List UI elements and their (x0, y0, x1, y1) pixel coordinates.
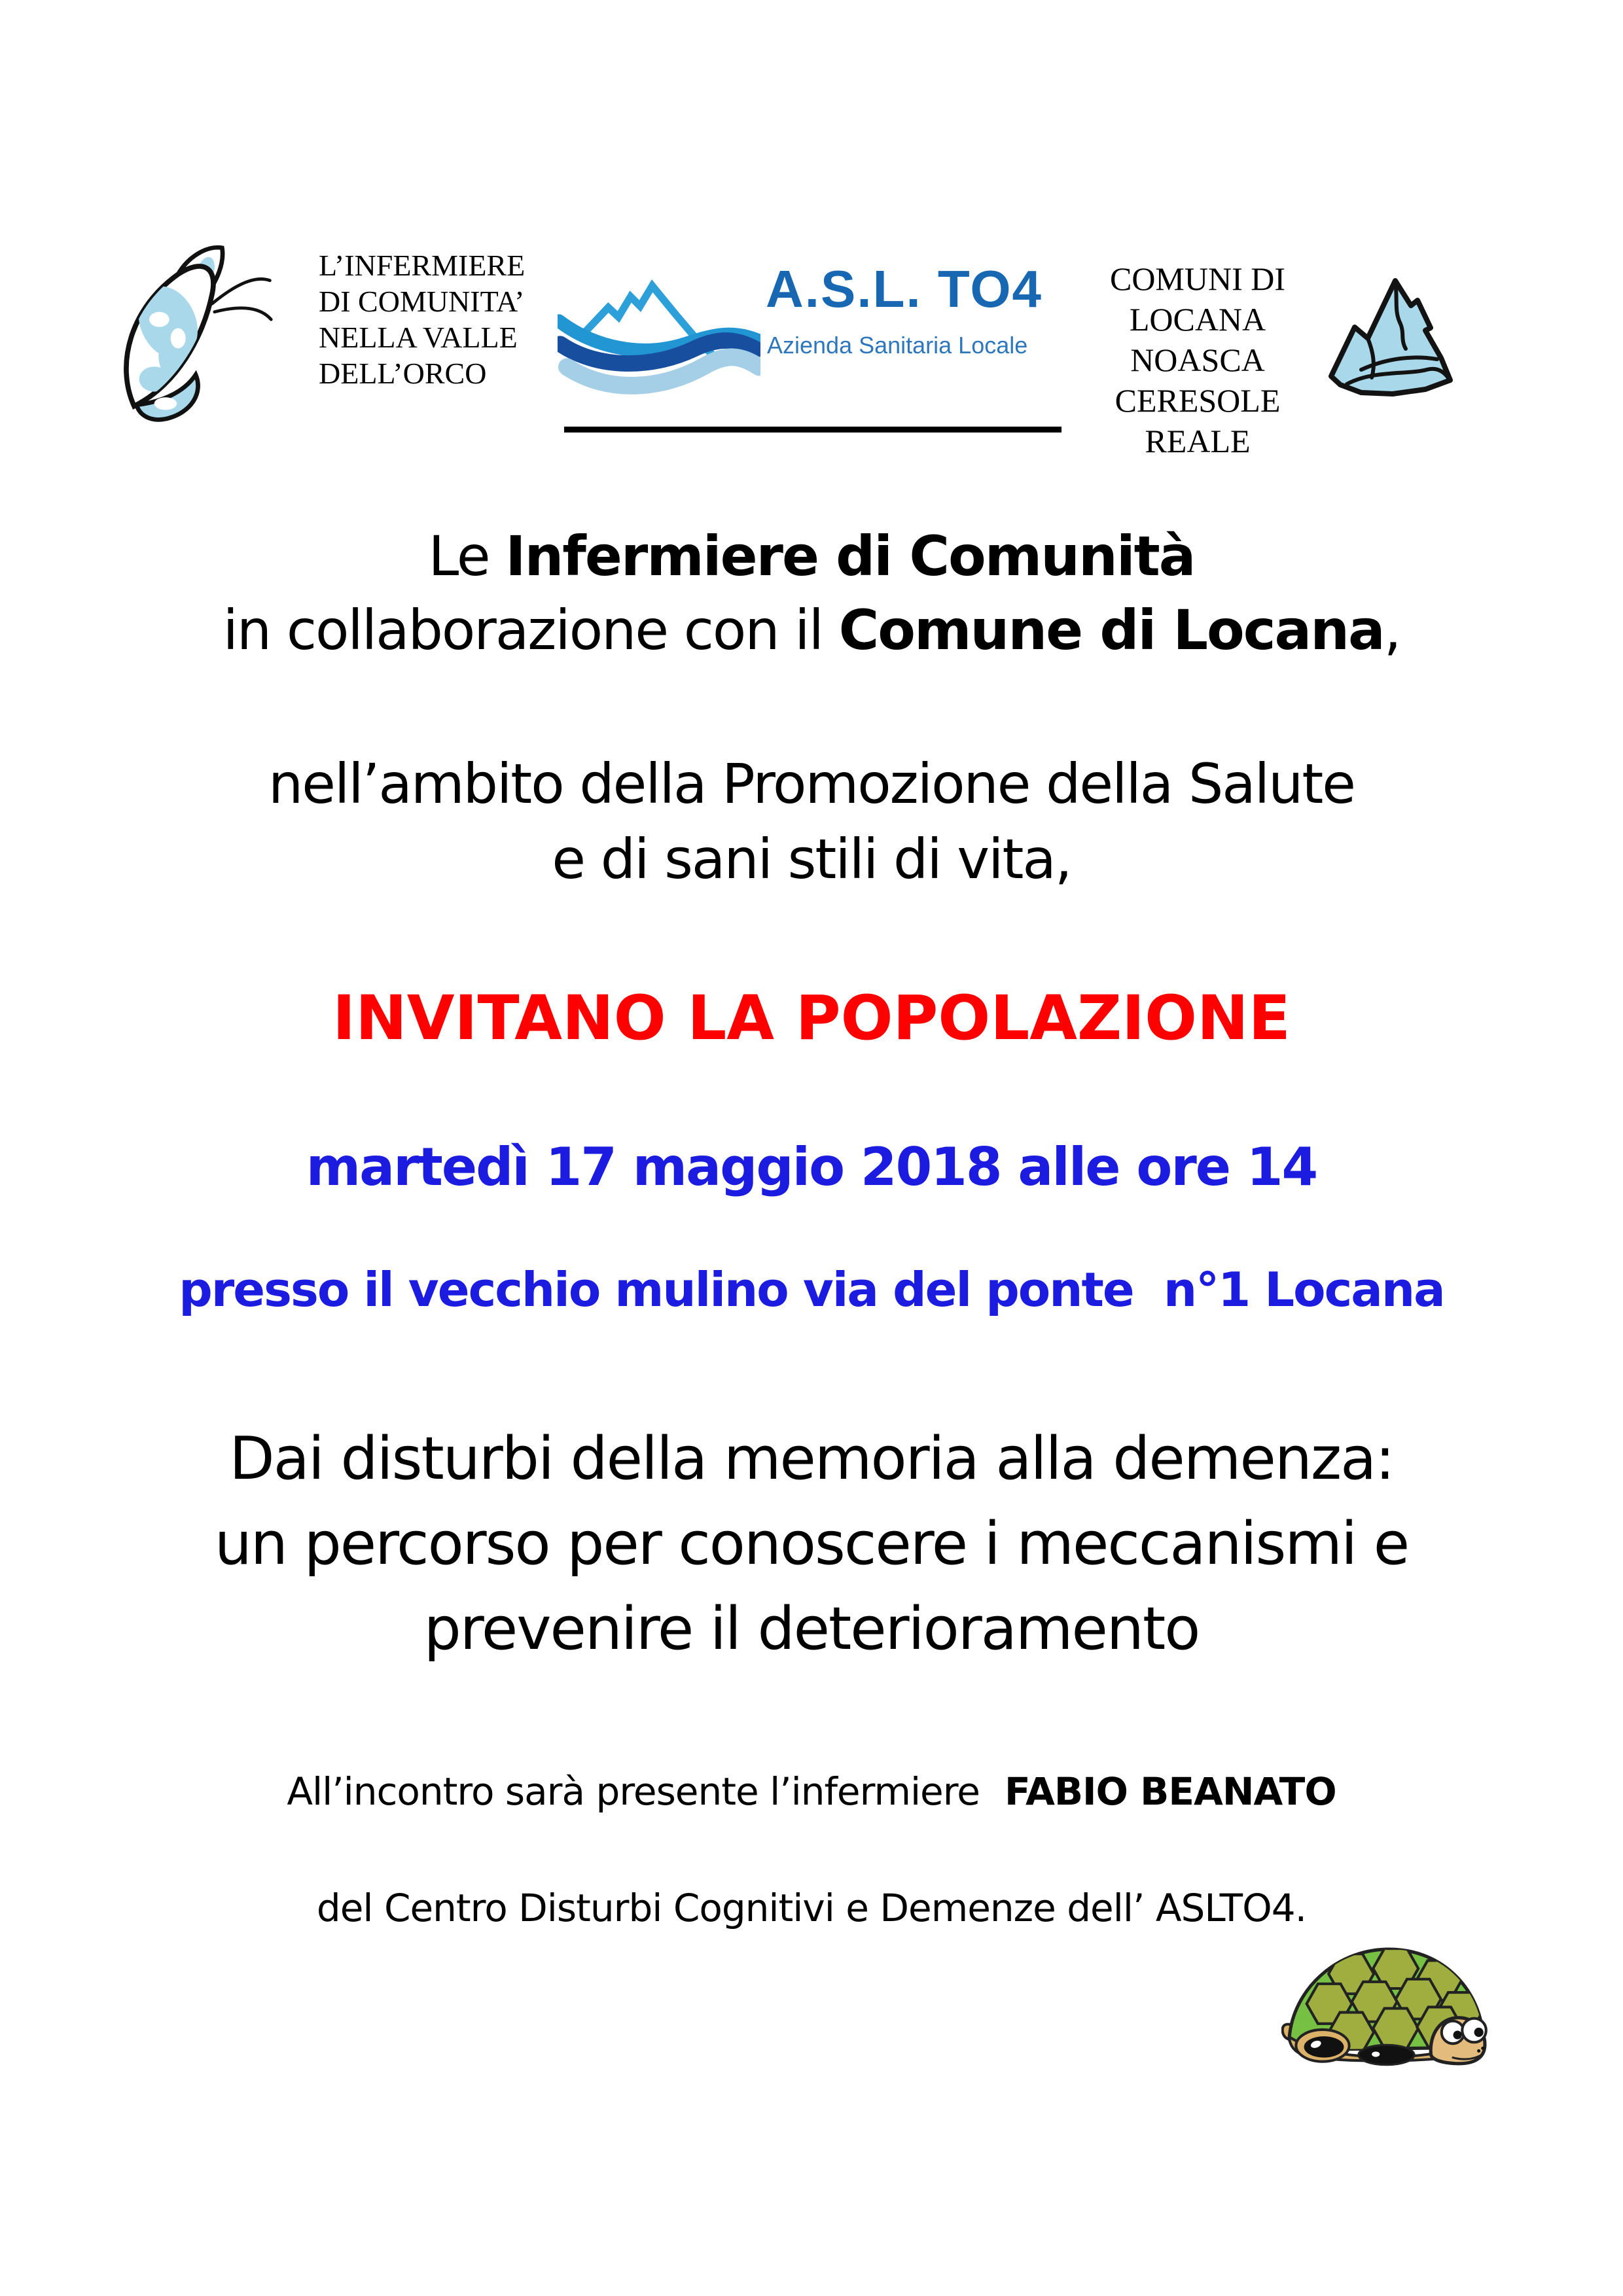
caption-line: DI COMUNITA’ (319, 285, 525, 318)
title-line-1-regular: Le (428, 524, 490, 588)
comuni-caption (1086, 258, 1309, 461)
caption-line: NOASCA (1130, 342, 1265, 378)
asl-logo-title: A.S.L. TO4 (766, 260, 1043, 318)
asl-logo-subtitle: Azienda Sanitaria Locale (767, 332, 1028, 359)
caption-line: COMUNI DI (1109, 260, 1286, 297)
invitation-heading: INVITANO LA POPOLAZIONE (332, 983, 1291, 1054)
speaker-line-1 (0, 1767, 1623, 1816)
title-line-1-bold: Infermiere di Comunità (505, 524, 1195, 588)
title-line-2-bold: Comune di Locana (838, 598, 1384, 662)
caption-line: NELLA VALLE (319, 321, 518, 354)
context-line-1: nell’ambito della Promozione della Salute (268, 752, 1355, 816)
caption-line: LOCANA (1129, 301, 1266, 338)
turtle-cartoon-illustration (1281, 1927, 1494, 2094)
caption-line: L’INFERMIERE (319, 249, 526, 282)
location-line: presso il vecchio mulino via del ponte n°1 Locana (179, 1262, 1444, 1317)
title-line-2-regular: in collaborazione con il (223, 598, 823, 662)
topic-line-1: Dai disturbi della memoria alla demenza: (229, 1424, 1394, 1493)
header-underline (564, 427, 1061, 433)
topic-line-2: un percorso per conoscere i meccanismi e (214, 1510, 1409, 1578)
speaker-line-1-regular: All’incontro sarà presente l’infermiere (287, 1769, 980, 1814)
asl-mountain-waves-icon (558, 260, 760, 398)
caption-line: CERESOLE (1115, 382, 1281, 419)
butterfly-caption (319, 247, 554, 391)
butterfly-icon (118, 243, 275, 433)
topic-block (0, 1417, 1623, 1672)
context-line-2: e di sani stili di vita, (552, 827, 1071, 891)
datetime-line: martedì 17 maggio 2018 alle ore 14 (306, 1137, 1317, 1197)
mountain-sketch-icon (1315, 272, 1466, 409)
title-line-2 (0, 594, 1623, 666)
speaker-line-2: del Centro Disturbi Cognitivi e Demenze dell’ ASLTO4. (316, 1886, 1307, 1930)
caption-line: REALE (1145, 423, 1251, 459)
title-line-2-comma: , (1383, 598, 1400, 662)
speaker-name: FABIO BEANATO (1005, 1769, 1336, 1814)
topic-line-3: prevenire il deterioramento (423, 1595, 1200, 1663)
title-line-1 (0, 520, 1623, 592)
caption-line: DELL’ORCO (319, 357, 487, 390)
